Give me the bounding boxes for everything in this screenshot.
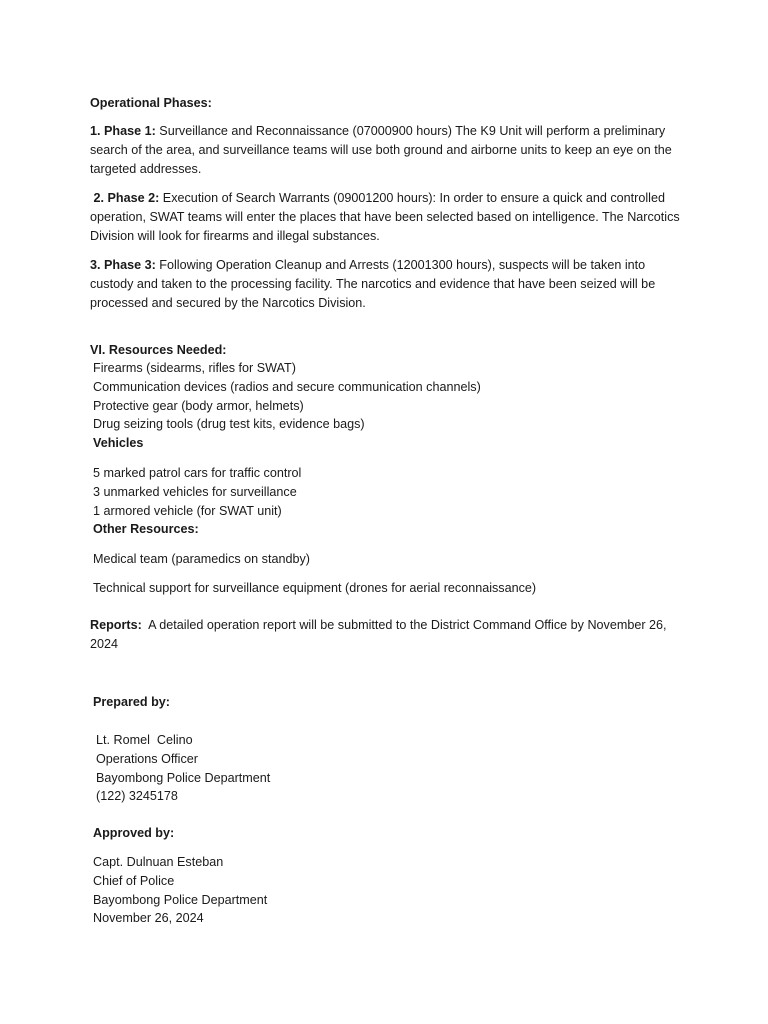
signatory-department: Bayombong Police Department (96, 770, 271, 785)
list-item: Firearms (sidearms, rifles for SWAT) (93, 361, 296, 375)
phase-1-label: 1. Phase 1: (90, 124, 156, 138)
signatory-department: Bayombong Police Department (93, 892, 268, 907)
phase-2-label: 2. Phase 2: (93, 191, 160, 205)
phase-3-label: 3. Phase 3: (90, 258, 156, 272)
resources-list (93, 359, 693, 453)
reports-label: Reports: (90, 618, 142, 632)
list-item: Communication devices (radios and secure communication channels) (93, 379, 481, 394)
other-resources-heading: Other Resources: (93, 522, 199, 537)
phase-3-paragraph (90, 256, 690, 312)
list-item: Technical support for surveillance equipment (drones for aerial reconnaissance) (93, 581, 537, 595)
resources-heading: VI. Resources Needed: (90, 343, 227, 357)
approved-by-heading: Approved by: (93, 826, 175, 840)
approved-by-signature (93, 853, 693, 928)
signatory-title: Operations Officer (96, 751, 198, 766)
signatory-phone: (122) 3245178 (96, 789, 178, 804)
phase-1-text: Surveillance and Reconnaissance (07000900 hours) The K9 Unit will perform a preliminary search of the area, and surveillance teams will use both ground and airborne units to keep an eye on the targeted addresses. (90, 124, 672, 176)
vehicles-heading: Vehicles (93, 436, 144, 451)
list-item: Drug seizing tools (drug test kits, evidence bags) (93, 417, 365, 432)
list-item: 5 marked patrol cars for traffic control (93, 466, 302, 480)
signatory-name: Capt. Dulnuan Esteban (93, 855, 224, 869)
phase-3-text: Following Operation Cleanup and Arrests (12001300 hours), suspects will be taken into custody and taken to the processing facility. The narcotics and evidence that have been seized will be processed and secured by the Narcotics Division. (90, 258, 656, 310)
list-item: 3 unmarked vehicles for surveillance (93, 484, 297, 499)
operational-phases-heading: Operational Phases: (90, 96, 212, 110)
prepared-by-heading: Prepared by: (93, 695, 170, 709)
prepared-by-signature (96, 731, 696, 806)
list-item: Protective gear (body armor, helmets) (93, 398, 304, 413)
signatory-title: Chief of Police (93, 873, 175, 888)
vehicles-list (93, 464, 693, 539)
signatory-name: Lt. Romel Celino (96, 733, 193, 747)
signatory-date: November 26, 2024 (93, 911, 204, 926)
phase-2-paragraph (90, 189, 690, 245)
list-item: 1 armored vehicle (for SWAT unit) (93, 503, 282, 518)
phase-2-text: Execution of Search Warrants (09001200 hours): In order to ensure a quick and controlled operation, SWAT teams will enter the places that have been selected based on intelligence. The Narcotics Division will look for firearms and illegal substances. (90, 191, 680, 243)
phase-1-paragraph (90, 122, 690, 178)
list-item: Medical team (paramedics on standby) (93, 552, 310, 566)
reports-text: A detailed operation report will be submitted to the District Command Office by November 26, 2024 (90, 618, 671, 651)
reports-paragraph (90, 616, 690, 654)
